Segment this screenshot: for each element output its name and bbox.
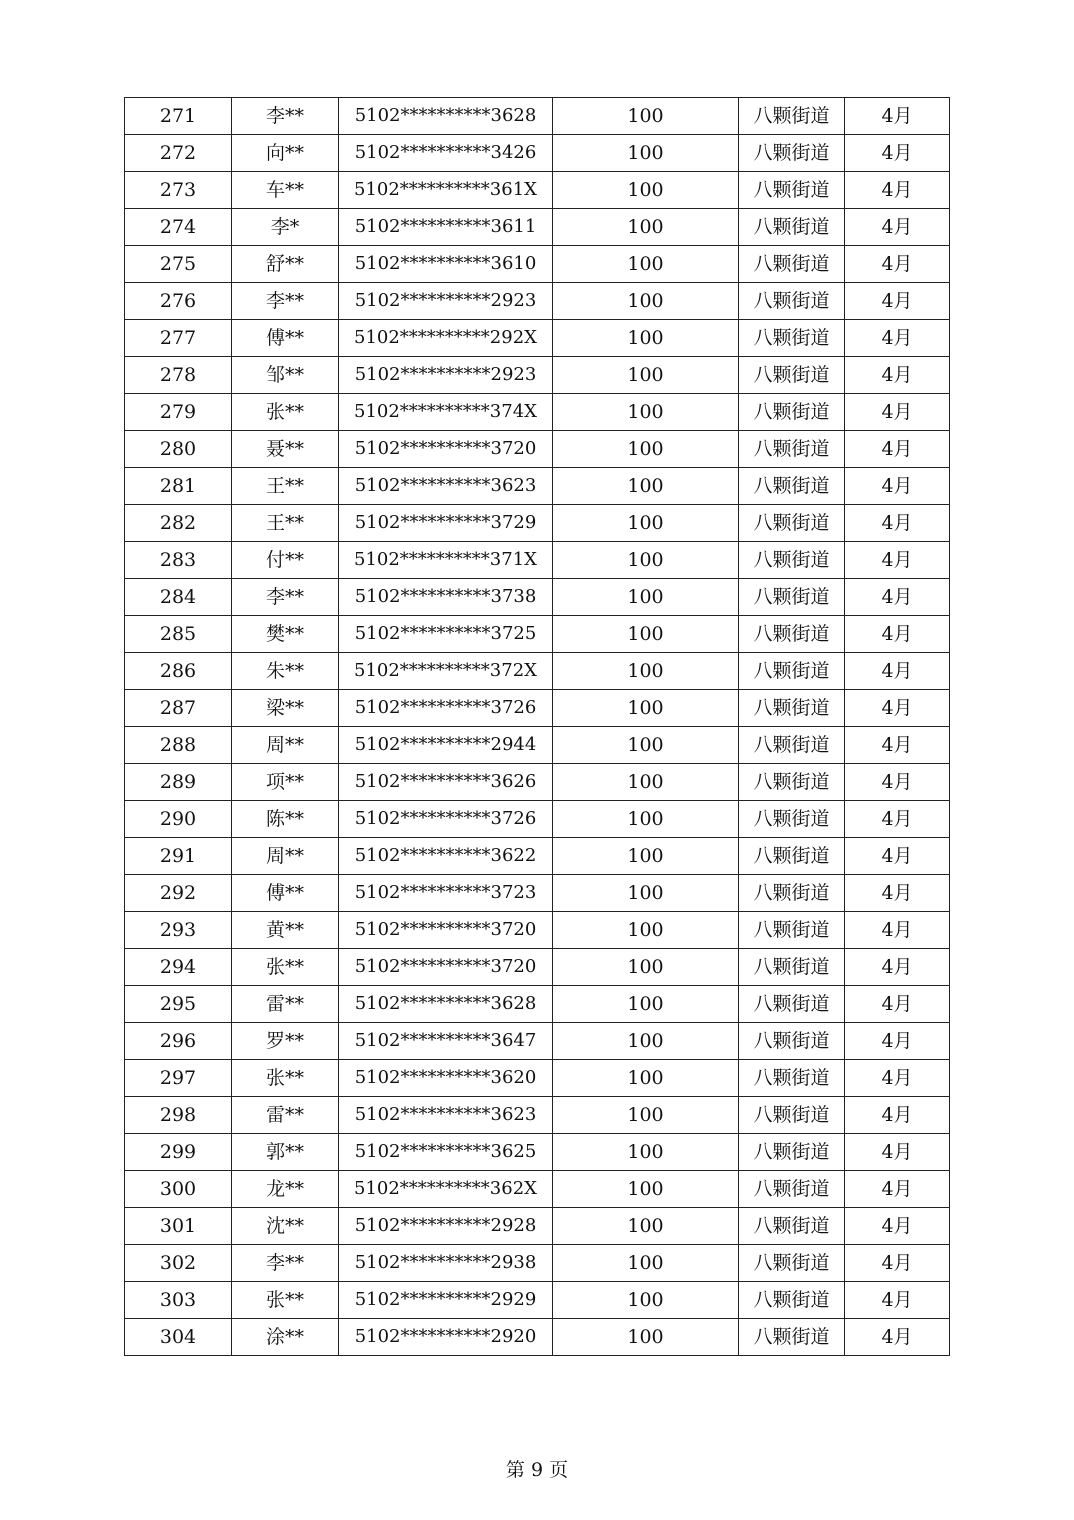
cell-month: 4月 xyxy=(845,542,950,579)
cell-amount: 100 xyxy=(553,1282,739,1319)
cell-serial-number: 293 xyxy=(125,912,232,949)
cell-street: 八颗街道 xyxy=(739,98,845,135)
cell-serial-number: 278 xyxy=(125,357,232,394)
cell-month: 4月 xyxy=(845,209,950,246)
cell-serial-number: 298 xyxy=(125,1097,232,1134)
cell-serial-number: 296 xyxy=(125,1023,232,1060)
table-row xyxy=(125,1060,950,1097)
cell-name: 龙** xyxy=(232,1171,339,1208)
cell-name: 张** xyxy=(232,949,339,986)
cell-name: 王** xyxy=(232,468,339,505)
cell-month: 4月 xyxy=(845,283,950,320)
cell-serial-number: 289 xyxy=(125,764,232,801)
table-body xyxy=(125,98,950,1356)
cell-street: 八颗街道 xyxy=(739,1060,845,1097)
cell-id-number: 5102**********3426 xyxy=(339,135,553,172)
cell-street: 八颗街道 xyxy=(739,320,845,357)
cell-amount: 100 xyxy=(553,690,739,727)
cell-id-number: 5102**********292X xyxy=(339,320,553,357)
cell-serial-number: 302 xyxy=(125,1245,232,1282)
cell-street: 八颗街道 xyxy=(739,986,845,1023)
cell-name: 张** xyxy=(232,1282,339,1319)
cell-name: 雷** xyxy=(232,986,339,1023)
cell-id-number: 5102**********3628 xyxy=(339,986,553,1023)
table-row xyxy=(125,394,950,431)
cell-id-number: 5102**********2944 xyxy=(339,727,553,764)
cell-amount: 100 xyxy=(553,505,739,542)
table-row xyxy=(125,579,950,616)
cell-street: 八颗街道 xyxy=(739,394,845,431)
cell-id-number: 5102**********2929 xyxy=(339,1282,553,1319)
cell-name: 梁** xyxy=(232,690,339,727)
cell-serial-number: 272 xyxy=(125,135,232,172)
cell-id-number: 5102**********2923 xyxy=(339,357,553,394)
cell-id-number: 5102**********3647 xyxy=(339,1023,553,1060)
cell-id-number: 5102**********3729 xyxy=(339,505,553,542)
cell-street: 八颗街道 xyxy=(739,690,845,727)
cell-amount: 100 xyxy=(553,246,739,283)
cell-street: 八颗街道 xyxy=(739,468,845,505)
table-row xyxy=(125,246,950,283)
table-row xyxy=(125,1134,950,1171)
cell-serial-number: 303 xyxy=(125,1282,232,1319)
cell-amount: 100 xyxy=(553,653,739,690)
cell-name: 郭** xyxy=(232,1134,339,1171)
cell-month: 4月 xyxy=(845,431,950,468)
cell-street: 八颗街道 xyxy=(739,1208,845,1245)
cell-id-number: 5102**********3625 xyxy=(339,1134,553,1171)
cell-id-number: 5102**********371X xyxy=(339,542,553,579)
cell-street: 八颗街道 xyxy=(739,579,845,616)
cell-name: 李** xyxy=(232,283,339,320)
cell-street: 八颗街道 xyxy=(739,616,845,653)
cell-month: 4月 xyxy=(845,1060,950,1097)
table-row xyxy=(125,1171,950,1208)
cell-name: 涂** xyxy=(232,1319,339,1356)
table-row xyxy=(125,468,950,505)
cell-name: 车** xyxy=(232,172,339,209)
table-row xyxy=(125,690,950,727)
cell-serial-number: 284 xyxy=(125,579,232,616)
cell-name: 项** xyxy=(232,764,339,801)
table-row xyxy=(125,357,950,394)
cell-amount: 100 xyxy=(553,764,739,801)
cell-serial-number: 282 xyxy=(125,505,232,542)
table-row xyxy=(125,986,950,1023)
cell-street: 八颗街道 xyxy=(739,727,845,764)
cell-name: 傅** xyxy=(232,320,339,357)
cell-street: 八颗街道 xyxy=(739,283,845,320)
cell-month: 4月 xyxy=(845,875,950,912)
cell-id-number: 5102**********3623 xyxy=(339,1097,553,1134)
cell-street: 八颗街道 xyxy=(739,1134,845,1171)
cell-name: 王** xyxy=(232,505,339,542)
cell-street: 八颗街道 xyxy=(739,209,845,246)
subsidy-list-table xyxy=(124,97,950,1356)
cell-name: 李* xyxy=(232,209,339,246)
cell-serial-number: 277 xyxy=(125,320,232,357)
table-row xyxy=(125,949,950,986)
cell-name: 樊** xyxy=(232,616,339,653)
cell-amount: 100 xyxy=(553,209,739,246)
cell-amount: 100 xyxy=(553,135,739,172)
page-number: 第 9 页 xyxy=(505,1459,569,1481)
cell-id-number: 5102**********2923 xyxy=(339,283,553,320)
cell-month: 4月 xyxy=(845,1282,950,1319)
table-row xyxy=(125,1319,950,1356)
cell-month: 4月 xyxy=(845,912,950,949)
cell-serial-number: 290 xyxy=(125,801,232,838)
cell-month: 4月 xyxy=(845,579,950,616)
table-row xyxy=(125,505,950,542)
cell-month: 4月 xyxy=(845,1319,950,1356)
table-row xyxy=(125,98,950,135)
cell-id-number: 5102**********2920 xyxy=(339,1319,553,1356)
cell-id-number: 5102**********2938 xyxy=(339,1245,553,1282)
cell-amount: 100 xyxy=(553,1097,739,1134)
table-row xyxy=(125,1023,950,1060)
cell-name: 向** xyxy=(232,135,339,172)
cell-amount: 100 xyxy=(553,1023,739,1060)
cell-id-number: 5102**********3720 xyxy=(339,912,553,949)
table-row xyxy=(125,320,950,357)
cell-amount: 100 xyxy=(553,431,739,468)
cell-month: 4月 xyxy=(845,986,950,1023)
cell-amount: 100 xyxy=(553,1060,739,1097)
table-row xyxy=(125,1245,950,1282)
cell-month: 4月 xyxy=(845,1245,950,1282)
cell-serial-number: 297 xyxy=(125,1060,232,1097)
table-row xyxy=(125,431,950,468)
cell-id-number: 5102**********3720 xyxy=(339,431,553,468)
table-row xyxy=(125,875,950,912)
cell-serial-number: 274 xyxy=(125,209,232,246)
cell-street: 八颗街道 xyxy=(739,172,845,209)
cell-amount: 100 xyxy=(553,875,739,912)
cell-street: 八颗街道 xyxy=(739,505,845,542)
cell-month: 4月 xyxy=(845,727,950,764)
cell-id-number: 5102**********3725 xyxy=(339,616,553,653)
cell-month: 4月 xyxy=(845,801,950,838)
table-row xyxy=(125,1282,950,1319)
cell-id-number: 5102**********3626 xyxy=(339,764,553,801)
cell-id-number: 5102**********3611 xyxy=(339,209,553,246)
cell-street: 八颗街道 xyxy=(739,764,845,801)
cell-street: 八颗街道 xyxy=(739,431,845,468)
table-row xyxy=(125,653,950,690)
table-row xyxy=(125,764,950,801)
cell-name: 黄** xyxy=(232,912,339,949)
cell-street: 八颗街道 xyxy=(739,246,845,283)
cell-amount: 100 xyxy=(553,468,739,505)
cell-name: 张** xyxy=(232,394,339,431)
cell-name: 付** xyxy=(232,542,339,579)
cell-amount: 100 xyxy=(553,727,739,764)
cell-amount: 100 xyxy=(553,1171,739,1208)
cell-id-number: 5102**********3723 xyxy=(339,875,553,912)
cell-amount: 100 xyxy=(553,283,739,320)
cell-serial-number: 271 xyxy=(125,98,232,135)
cell-serial-number: 301 xyxy=(125,1208,232,1245)
cell-amount: 100 xyxy=(553,394,739,431)
cell-month: 4月 xyxy=(845,949,950,986)
table-row xyxy=(125,838,950,875)
cell-amount: 100 xyxy=(553,838,739,875)
cell-month: 4月 xyxy=(845,1134,950,1171)
cell-serial-number: 279 xyxy=(125,394,232,431)
cell-name: 张** xyxy=(232,1060,339,1097)
cell-name: 沈** xyxy=(232,1208,339,1245)
cell-name: 周** xyxy=(232,727,339,764)
cell-serial-number: 287 xyxy=(125,690,232,727)
cell-serial-number: 283 xyxy=(125,542,232,579)
cell-id-number: 5102**********362X xyxy=(339,1171,553,1208)
cell-name: 傅** xyxy=(232,875,339,912)
cell-amount: 100 xyxy=(553,1245,739,1282)
cell-id-number: 5102**********3620 xyxy=(339,1060,553,1097)
cell-name: 朱** xyxy=(232,653,339,690)
table-row xyxy=(125,801,950,838)
table-row xyxy=(125,1208,950,1245)
cell-serial-number: 276 xyxy=(125,283,232,320)
cell-amount: 100 xyxy=(553,912,739,949)
cell-street: 八颗街道 xyxy=(739,875,845,912)
cell-serial-number: 300 xyxy=(125,1171,232,1208)
cell-month: 4月 xyxy=(845,1097,950,1134)
cell-street: 八颗街道 xyxy=(739,1023,845,1060)
cell-serial-number: 281 xyxy=(125,468,232,505)
cell-month: 4月 xyxy=(845,246,950,283)
cell-month: 4月 xyxy=(845,653,950,690)
cell-id-number: 5102**********361X xyxy=(339,172,553,209)
cell-street: 八颗街道 xyxy=(739,653,845,690)
table-row xyxy=(125,209,950,246)
cell-id-number: 5102**********3610 xyxy=(339,246,553,283)
cell-name: 陈** xyxy=(232,801,339,838)
table-row xyxy=(125,727,950,764)
cell-id-number: 5102**********3738 xyxy=(339,579,553,616)
cell-street: 八颗街道 xyxy=(739,1097,845,1134)
cell-month: 4月 xyxy=(845,98,950,135)
cell-street: 八颗街道 xyxy=(739,1319,845,1356)
cell-month: 4月 xyxy=(845,172,950,209)
cell-street: 八颗街道 xyxy=(739,949,845,986)
cell-month: 4月 xyxy=(845,357,950,394)
cell-street: 八颗街道 xyxy=(739,135,845,172)
cell-month: 4月 xyxy=(845,838,950,875)
cell-street: 八颗街道 xyxy=(739,912,845,949)
cell-amount: 100 xyxy=(553,801,739,838)
cell-amount: 100 xyxy=(553,357,739,394)
table-row xyxy=(125,283,950,320)
cell-id-number: 5102**********3622 xyxy=(339,838,553,875)
cell-serial-number: 304 xyxy=(125,1319,232,1356)
cell-serial-number: 295 xyxy=(125,986,232,1023)
cell-month: 4月 xyxy=(845,764,950,801)
cell-street: 八颗街道 xyxy=(739,1282,845,1319)
cell-id-number: 5102**********374X xyxy=(339,394,553,431)
cell-month: 4月 xyxy=(845,616,950,653)
cell-month: 4月 xyxy=(845,505,950,542)
cell-name: 罗** xyxy=(232,1023,339,1060)
cell-name: 舒** xyxy=(232,246,339,283)
cell-name: 邹** xyxy=(232,357,339,394)
cell-amount: 100 xyxy=(553,98,739,135)
table-row xyxy=(125,135,950,172)
cell-amount: 100 xyxy=(553,579,739,616)
cell-street: 八颗街道 xyxy=(739,838,845,875)
cell-month: 4月 xyxy=(845,1208,950,1245)
cell-street: 八颗街道 xyxy=(739,1245,845,1282)
cell-amount: 100 xyxy=(553,542,739,579)
cell-month: 4月 xyxy=(845,468,950,505)
cell-amount: 100 xyxy=(553,172,739,209)
cell-street: 八颗街道 xyxy=(739,801,845,838)
cell-serial-number: 288 xyxy=(125,727,232,764)
table-row xyxy=(125,172,950,209)
cell-id-number: 5102**********3726 xyxy=(339,801,553,838)
table-row xyxy=(125,912,950,949)
cell-amount: 100 xyxy=(553,1208,739,1245)
table-row xyxy=(125,616,950,653)
cell-id-number: 5102**********3720 xyxy=(339,949,553,986)
cell-street: 八颗街道 xyxy=(739,357,845,394)
cell-serial-number: 280 xyxy=(125,431,232,468)
cell-amount: 100 xyxy=(553,949,739,986)
cell-month: 4月 xyxy=(845,320,950,357)
cell-id-number: 5102**********3628 xyxy=(339,98,553,135)
cell-name: 李** xyxy=(232,98,339,135)
table-row xyxy=(125,1097,950,1134)
cell-name: 李** xyxy=(232,1245,339,1282)
cell-serial-number: 273 xyxy=(125,172,232,209)
cell-amount: 100 xyxy=(553,1134,739,1171)
cell-name: 李** xyxy=(232,579,339,616)
cell-serial-number: 291 xyxy=(125,838,232,875)
cell-street: 八颗街道 xyxy=(739,1171,845,1208)
cell-amount: 100 xyxy=(553,320,739,357)
cell-serial-number: 285 xyxy=(125,616,232,653)
cell-amount: 100 xyxy=(553,986,739,1023)
cell-month: 4月 xyxy=(845,394,950,431)
cell-month: 4月 xyxy=(845,690,950,727)
cell-month: 4月 xyxy=(845,135,950,172)
cell-id-number: 5102**********2928 xyxy=(339,1208,553,1245)
cell-id-number: 5102**********3726 xyxy=(339,690,553,727)
cell-amount: 100 xyxy=(553,1319,739,1356)
cell-id-number: 5102**********3623 xyxy=(339,468,553,505)
cell-serial-number: 275 xyxy=(125,246,232,283)
cell-serial-number: 292 xyxy=(125,875,232,912)
cell-street: 八颗街道 xyxy=(739,542,845,579)
cell-serial-number: 299 xyxy=(125,1134,232,1171)
cell-serial-number: 286 xyxy=(125,653,232,690)
cell-serial-number: 294 xyxy=(125,949,232,986)
cell-amount: 100 xyxy=(553,616,739,653)
cell-name: 聂** xyxy=(232,431,339,468)
cell-id-number: 5102**********372X xyxy=(339,653,553,690)
cell-name: 周** xyxy=(232,838,339,875)
cell-month: 4月 xyxy=(845,1023,950,1060)
cell-name: 雷** xyxy=(232,1097,339,1134)
cell-month: 4月 xyxy=(845,1171,950,1208)
table-row xyxy=(125,542,950,579)
